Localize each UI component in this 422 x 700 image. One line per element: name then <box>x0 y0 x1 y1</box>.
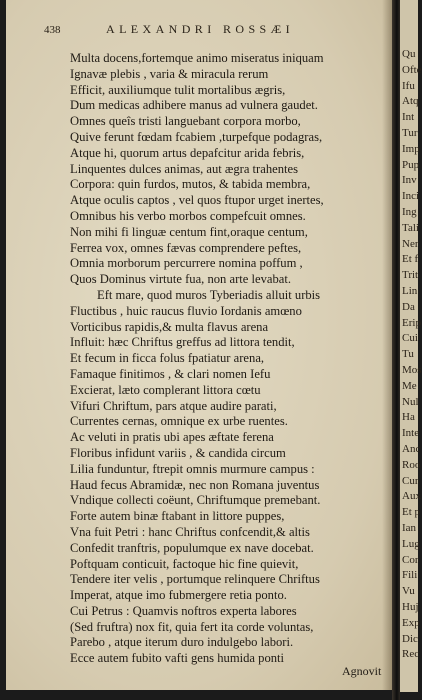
verse-line: Ferrea vox, omnes fævas comprendere peftes, <box>70 240 302 255</box>
facing-page-line: Me <box>402 379 417 392</box>
facing-page-line: Ner <box>402 237 419 250</box>
facing-page-line: Inv <box>402 174 417 187</box>
verse-line: Eft mare, quod muros Tyberiadis alluit urbis <box>97 287 321 302</box>
verse-line: Fluctibus , huic raucus fluvio Iordanis amœno <box>70 303 302 318</box>
running-head: ALEXANDRI ROSSÆI <box>106 22 295 36</box>
verse-line: Vifuri Chriftum, pars atque audire parati, <box>70 398 277 413</box>
page-header <box>6 20 392 40</box>
facing-page-line: Atq <box>402 95 419 108</box>
facing-page-line: Qu <box>402 48 416 60</box>
facing-page-line: Tali <box>402 221 419 234</box>
facing-page-line: Roo <box>402 458 421 471</box>
verse-line: Efficit, auxiliumque tulit mortalibus ægris, <box>70 82 286 97</box>
verse-line: Lilia funduntur, ftrepit omnis murmure campus : <box>70 461 315 476</box>
verse-line: Vndique collecti coëunt, Chriftumque premebant. <box>70 493 321 508</box>
facing-page-line: Da <box>402 300 415 313</box>
page-curl-shadow <box>382 0 392 690</box>
facing-page-line: Tu <box>402 348 414 361</box>
facing-page-line: Imp <box>402 142 420 155</box>
verse-line: Linquentes dulces animas, aut ægra trahentes <box>70 161 299 176</box>
verse-line: (Sed fruftra) nox fit, quia fert ita corde voluntas, <box>70 619 314 634</box>
verse-line: Currentes cernas, omnique ex urbe ruentes. <box>70 414 288 429</box>
facing-page-line: Int <box>402 111 415 124</box>
verse-line: Vna fuit Petri : hanc Chriftus confcendit,& altis <box>70 524 310 539</box>
verse-line: Multa docens,fortemque animo miseratus iniquam <box>70 51 324 65</box>
facing-page-line: Ifu <box>402 79 415 92</box>
verse-line: Ecce autem fubito vafti gens humida ponti <box>70 651 285 666</box>
page-number: 438 <box>44 24 61 36</box>
facing-page-line: Tur <box>402 127 418 139</box>
facing-page-line: Cor <box>402 553 419 566</box>
left-page <box>6 0 392 690</box>
facing-page-line: Erip <box>402 316 421 329</box>
verse-line: Poftquam conticuit, factoque hic fine quievit, <box>70 556 299 571</box>
facing-page-line: Fili <box>402 569 418 582</box>
facing-page-line: Inci <box>402 190 420 203</box>
facing-page-line: Vu <box>402 585 415 598</box>
facing-page-line: Nul <box>402 395 419 408</box>
verse-line: Vorticibus rapidis,& multa flavus arena <box>70 319 269 334</box>
facing-page-line: Huj <box>402 601 419 613</box>
catchword: Agnovit <box>342 664 382 678</box>
verse-line: Imperat, atque imo fubmergere retia ponto. <box>70 588 287 603</box>
facing-page-line: Anc <box>402 443 421 455</box>
verse-line: Influit: hæc Chriftus greffus ad littora tendit, <box>70 335 295 350</box>
facing-page-line: Et f <box>402 253 419 266</box>
verse-line: Quos Dominus virtute fua, non arte levabat. <box>70 272 292 287</box>
verse-line: Quive ferunt fœdam fcabiem ,turpefque podagras, <box>70 129 323 144</box>
verse-line: Excierat, læto complerant littora cœtu <box>70 382 261 397</box>
verse-line: Confedit tranftris, populumque ex nave docebat. <box>70 540 314 555</box>
verse-line: Et fecum in ficca folus fpatiatur arena, <box>70 351 265 366</box>
book-gutter <box>392 0 400 700</box>
verse-line: Non mihi fi linguæ centum fint,oraque centum, <box>70 224 308 239</box>
verse-block <box>70 51 392 667</box>
verse-line: Ignavæ plebis , varia & miracula rerum <box>70 66 269 81</box>
facing-page-line: Lin <box>402 285 418 297</box>
facing-page-line: Rec <box>402 648 420 661</box>
facing-page-line: Ian <box>402 522 417 534</box>
facing-page-line: Aux <box>402 490 421 503</box>
facing-page-line: Inte <box>402 427 420 440</box>
verse-line: Omnibus his verbo morbos compefcuit omnes. <box>70 208 306 223</box>
verse-line: Atque hi, quorum artus depafcitur arida febris, <box>70 145 305 160</box>
facing-page-line: Ing <box>402 206 417 218</box>
facing-page-line: Ha <box>402 411 415 424</box>
facing-page-line: Pup <box>402 158 420 171</box>
facing-page-line: Trit <box>402 269 419 282</box>
verse-line: Dum medicas adhibere manus ad vulnera gaudet. <box>70 98 318 113</box>
facing-page-line: Exp <box>402 616 420 629</box>
facing-page-line: Cur <box>402 474 419 487</box>
facing-page-line: Mos <box>402 364 422 376</box>
facing-page-line: Cui <box>402 332 418 345</box>
verse-line: Atque oculis captos , vel quos ftupor urget inertes, <box>70 193 324 208</box>
verse-line: Parebo , atque iterum duro indulgebo labori. <box>70 635 294 650</box>
verse-line: Cui Petrus : Quamvis noftros experta labores <box>70 603 297 618</box>
verse-line: Haud fecus Abramidæ, nec non Romana juventus <box>70 477 320 492</box>
facing-page-line: Lug <box>402 537 420 550</box>
right-page-edge <box>400 0 422 692</box>
verse-line: Famaque finitimos , & clari nomen Iefu <box>70 366 271 381</box>
facing-page-line: Ofte <box>402 63 422 76</box>
facing-page-line: Dic <box>402 632 418 645</box>
verse-line: Corpora: quin furdos, mutos, & tabida membra, <box>70 177 311 192</box>
verse-line: Forte autem binæ ftabant in littore puppes, <box>70 509 285 524</box>
verse-line: Omnes queîs tristi languebant corpora morbo, <box>70 114 301 129</box>
verse-line: Omnia morborum percurrere nomina poffum , <box>70 256 303 271</box>
facing-page-line: Et p <box>402 506 421 519</box>
verse-line: Floribus infidunt variis , & candida circum <box>70 445 286 460</box>
verse-line: Tendere iter velis , portumque relinquere Chriftus <box>70 572 320 587</box>
verse-line: Ac veluti in pratis ubi apes æftate ferena <box>70 430 274 445</box>
